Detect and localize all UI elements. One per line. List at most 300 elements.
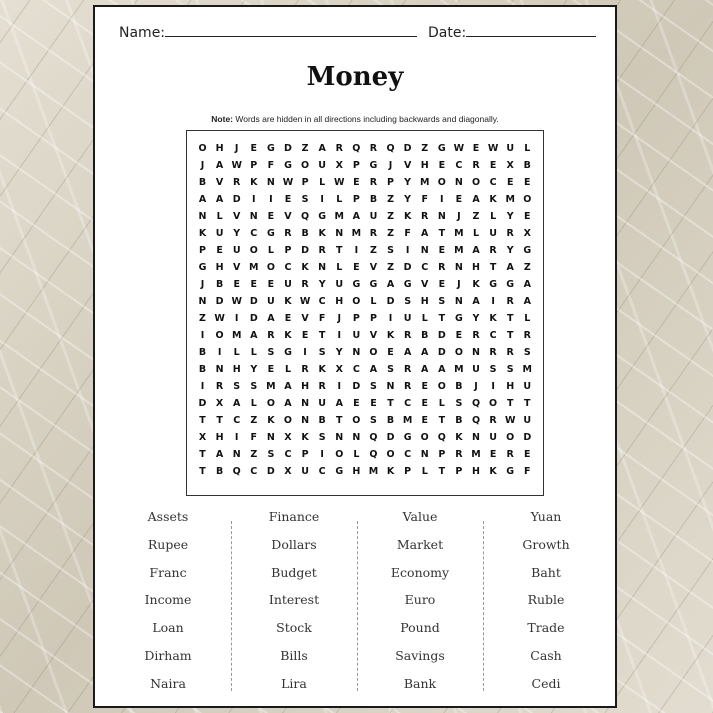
grid-letter: B bbox=[455, 415, 463, 426]
grid-letter: H bbox=[472, 466, 480, 477]
grid-row bbox=[194, 225, 536, 242]
grid-letter: I bbox=[491, 381, 495, 392]
word-list-item: Euro bbox=[404, 592, 436, 608]
grid-letter: A bbox=[352, 211, 361, 222]
grid-letter: F bbox=[318, 313, 326, 324]
grid-letter: L bbox=[336, 194, 343, 205]
grid-letter: Q bbox=[369, 432, 378, 443]
grid-letter: J bbox=[234, 143, 239, 154]
grid-letter: X bbox=[335, 160, 343, 171]
grid-letter: C bbox=[489, 330, 497, 341]
grid-letter: A bbox=[386, 279, 395, 290]
grid-letter: C bbox=[489, 177, 497, 188]
grid-letter: Y bbox=[472, 313, 480, 324]
word-list-item: Finance bbox=[268, 509, 320, 524]
grid-letter: E bbox=[250, 143, 258, 154]
grid-letter: T bbox=[506, 313, 514, 324]
grid-letter: O bbox=[249, 245, 258, 256]
word-list-item: Economy bbox=[390, 564, 450, 580]
grid-row bbox=[194, 174, 536, 191]
word-list-item: Dirham bbox=[144, 648, 192, 663]
grid-letter: J bbox=[457, 211, 461, 222]
grid-letter: R bbox=[233, 177, 241, 188]
grid-letter: K bbox=[489, 466, 497, 477]
grid-letter: Y bbox=[318, 279, 326, 290]
grid-letter: J bbox=[337, 313, 342, 324]
grid-letter: D bbox=[523, 432, 532, 443]
grid-letter: K bbox=[198, 228, 207, 239]
grid-letter: P bbox=[352, 194, 360, 205]
grid-letter: X bbox=[523, 228, 531, 239]
grid-letter: S bbox=[318, 432, 326, 443]
grid-letter: U bbox=[472, 364, 480, 375]
grid-row bbox=[194, 242, 536, 259]
grid-letter: T bbox=[438, 415, 446, 426]
grid-row bbox=[194, 463, 536, 480]
grid-letter: R bbox=[506, 347, 514, 358]
grid-letter: N bbox=[420, 449, 429, 460]
grid-letter: E bbox=[438, 279, 446, 290]
grid-letter: N bbox=[352, 432, 361, 443]
grid-letter: R bbox=[472, 160, 480, 171]
word-list-item: Baht bbox=[531, 564, 561, 580]
grid-letter: D bbox=[232, 194, 241, 205]
grid-letter: G bbox=[266, 228, 275, 239]
grid-letter: A bbox=[233, 398, 241, 409]
grid-letter: S bbox=[267, 347, 275, 358]
grid-letter: D bbox=[301, 245, 309, 256]
grid-letter: K bbox=[489, 313, 497, 324]
grid-letter: E bbox=[455, 330, 463, 341]
grid-letter: T bbox=[524, 398, 531, 409]
grid-letter: L bbox=[267, 245, 274, 256]
grid-letter: V bbox=[215, 177, 224, 188]
grid-letter: F bbox=[404, 228, 411, 239]
grid-letter: U bbox=[523, 415, 532, 426]
grid-letter: A bbox=[369, 364, 378, 375]
grid-letter: O bbox=[506, 432, 515, 443]
grid-letter: D bbox=[266, 466, 275, 477]
grid-letter: A bbox=[472, 245, 480, 256]
word-list-item: Yuan bbox=[530, 509, 562, 524]
grid-letter: G bbox=[369, 160, 378, 171]
grid-row bbox=[194, 208, 536, 225]
grid-letter: C bbox=[404, 449, 412, 460]
grid-letter: E bbox=[284, 194, 292, 205]
grid-letter: M bbox=[266, 381, 276, 392]
grid-letter: O bbox=[454, 347, 463, 358]
grid-letter: K bbox=[301, 262, 309, 273]
word-list-item: Interest bbox=[268, 592, 320, 608]
grid-letter: U bbox=[318, 160, 327, 171]
grid-letter: I bbox=[337, 330, 342, 341]
word-bank bbox=[95, 507, 615, 702]
grid-letter: N bbox=[301, 398, 310, 409]
grid-letter: O bbox=[437, 381, 446, 392]
grid-letter: A bbox=[267, 313, 275, 324]
grid-letter: E bbox=[233, 279, 240, 290]
grid-letter: S bbox=[438, 296, 446, 307]
grid-letter: P bbox=[352, 313, 360, 324]
grid-letter: R bbox=[318, 381, 326, 392]
grid-letter: W bbox=[214, 313, 225, 324]
grid-letter: D bbox=[249, 296, 258, 307]
grid-letter: P bbox=[250, 160, 258, 171]
grid-row bbox=[194, 276, 536, 293]
grid-letter: M bbox=[419, 177, 430, 188]
grid-letter: G bbox=[352, 279, 361, 290]
grid-row bbox=[194, 259, 536, 276]
grid-letter: K bbox=[386, 466, 395, 477]
grid-letter: T bbox=[318, 330, 326, 341]
grid-letter: L bbox=[421, 466, 428, 477]
grid-letter: V bbox=[233, 211, 241, 222]
grid-letter: W bbox=[231, 296, 242, 307]
grid-letter: T bbox=[438, 466, 446, 477]
grid-letter: R bbox=[403, 330, 412, 341]
grid-letter: E bbox=[301, 330, 309, 341]
grid-letter: E bbox=[267, 279, 275, 290]
grid-letter: G bbox=[335, 466, 344, 477]
grid-letter: J bbox=[474, 381, 478, 392]
grid-letter: A bbox=[421, 228, 429, 239]
grid-letter: R bbox=[369, 143, 378, 154]
page-title: Money bbox=[306, 62, 404, 92]
grid-letter: P bbox=[438, 449, 446, 460]
grid-letter: A bbox=[215, 160, 224, 171]
grid-row bbox=[194, 293, 536, 310]
grid-letter: Z bbox=[250, 415, 258, 426]
grid-letter: G bbox=[403, 279, 412, 290]
grid-letter: R bbox=[421, 211, 429, 222]
grid-letter: N bbox=[437, 211, 446, 222]
grid-letter: L bbox=[250, 398, 257, 409]
grid-row bbox=[194, 378, 536, 395]
grid-letter: C bbox=[318, 296, 326, 307]
grid-letter: E bbox=[524, 449, 531, 460]
word-list-item: Cedi bbox=[531, 675, 561, 691]
grid-letter: F bbox=[524, 466, 531, 477]
grid-letter: R bbox=[267, 330, 275, 341]
grid-letter: O bbox=[283, 415, 292, 426]
grid-letter: H bbox=[420, 296, 429, 307]
grid-letter: G bbox=[455, 313, 463, 324]
grid-letter: U bbox=[352, 330, 361, 341]
grid-letter: H bbox=[301, 381, 310, 392]
grid-letter: K bbox=[250, 177, 258, 188]
note-text: Words are hidden in all directions including backwards and diagonally. bbox=[233, 114, 499, 124]
grid-letter: S bbox=[489, 364, 497, 375]
grid-letter: E bbox=[524, 177, 531, 188]
grid-letter: P bbox=[369, 313, 377, 324]
grid-letter: G bbox=[489, 279, 497, 290]
grid-letter: E bbox=[438, 245, 446, 256]
grid-letter: J bbox=[200, 160, 205, 171]
grid-letter: D bbox=[198, 398, 207, 409]
grid-letter: M bbox=[454, 228, 464, 239]
grid-letter: N bbox=[472, 432, 480, 443]
grid-letter: S bbox=[455, 398, 463, 409]
grid-letter: J bbox=[388, 160, 393, 171]
grid-letter: H bbox=[352, 466, 361, 477]
grid-letter: N bbox=[352, 347, 361, 358]
grid-letter: M bbox=[454, 245, 464, 256]
grid-letter: W bbox=[453, 143, 465, 154]
grid-letter: P bbox=[301, 449, 309, 460]
grid-letter: R bbox=[215, 381, 224, 392]
grid-letter: U bbox=[403, 313, 412, 324]
grid-letter: O bbox=[335, 449, 344, 460]
grid-letter: Q bbox=[386, 143, 395, 154]
grid-letter: I bbox=[388, 313, 393, 324]
grid-letter: Z bbox=[387, 211, 394, 222]
grid-letter: F bbox=[267, 160, 275, 171]
grid-letter: N bbox=[386, 381, 395, 392]
grid-letter: H bbox=[215, 432, 224, 443]
grid-row bbox=[194, 140, 536, 157]
grid-letter: H bbox=[215, 262, 224, 273]
grid-letter: B bbox=[215, 279, 224, 290]
word-list-item: Trade bbox=[527, 620, 565, 636]
grid-letter: W bbox=[299, 296, 311, 307]
grid-letter: B bbox=[318, 415, 326, 426]
grid-letter: L bbox=[336, 262, 343, 273]
grid-letter: K bbox=[267, 415, 275, 426]
grid-letter: I bbox=[354, 245, 359, 256]
grid-letter: O bbox=[352, 296, 361, 307]
grid-letter: S bbox=[506, 364, 514, 375]
grid-letter: G bbox=[403, 432, 412, 443]
grid-letter: I bbox=[269, 194, 273, 205]
grid-letter: S bbox=[267, 449, 275, 460]
grid-row bbox=[194, 395, 536, 412]
grid-letter: D bbox=[215, 296, 224, 307]
grid-letter: J bbox=[200, 279, 205, 290]
grid-letter: U bbox=[284, 279, 292, 290]
grid-letter: B bbox=[369, 194, 378, 205]
grid-letter: U bbox=[335, 279, 344, 290]
grid-letter: I bbox=[303, 347, 307, 358]
grid-letter: V bbox=[403, 160, 412, 171]
grid-letter: T bbox=[199, 415, 206, 426]
grid-letter: X bbox=[215, 398, 224, 409]
grid-letter: B bbox=[455, 381, 463, 392]
date-label: Date: bbox=[428, 25, 467, 41]
word-list-item: Growth bbox=[522, 536, 570, 552]
grid-letter: Y bbox=[335, 347, 343, 358]
grid-letter: T bbox=[438, 313, 446, 324]
name-line bbox=[165, 22, 417, 37]
grid-letter: L bbox=[370, 296, 377, 307]
word-list-item: Rupee bbox=[147, 536, 189, 552]
grid-letter: G bbox=[318, 211, 327, 222]
grid-letter: E bbox=[489, 160, 497, 171]
grid-letter: U bbox=[215, 228, 224, 239]
grid-letter: M bbox=[334, 211, 344, 222]
word-list-item: Lira bbox=[281, 675, 307, 691]
grid-letter: R bbox=[369, 228, 378, 239]
grid-letter: R bbox=[506, 228, 514, 239]
grid-letter: R bbox=[523, 330, 531, 341]
grid-letter: D bbox=[437, 347, 446, 358]
grid-letter: H bbox=[335, 296, 344, 307]
word-list-item: Pound bbox=[400, 620, 440, 636]
grid-letter: D bbox=[386, 432, 395, 443]
grid-letter: I bbox=[440, 194, 444, 205]
grid-letter: A bbox=[472, 194, 480, 205]
grid-letter: E bbox=[284, 313, 292, 324]
grid-letter: S bbox=[370, 415, 377, 426]
grid-letter: I bbox=[491, 296, 495, 307]
grid-letter: R bbox=[472, 330, 480, 341]
grid-letter: N bbox=[454, 262, 463, 273]
grid-letter: T bbox=[336, 245, 343, 256]
grid-letter: O bbox=[420, 432, 429, 443]
grid-letter: I bbox=[217, 347, 222, 358]
grid-letter: L bbox=[233, 347, 240, 358]
grid-row bbox=[194, 446, 536, 463]
grid-letter: T bbox=[199, 449, 206, 460]
grid-letter: C bbox=[250, 228, 258, 239]
grid-letter: Q bbox=[437, 432, 446, 443]
grid-letter: O bbox=[523, 194, 532, 205]
grid-letter: E bbox=[421, 381, 428, 392]
grid-letter: N bbox=[420, 245, 429, 256]
grid-letter: M bbox=[402, 415, 413, 426]
grid-letter: Q bbox=[301, 211, 310, 222]
grid-letter: K bbox=[386, 330, 395, 341]
grid-letter: N bbox=[266, 177, 275, 188]
grid-letter: V bbox=[421, 279, 429, 290]
grid-letter: Y bbox=[404, 194, 412, 205]
grid-letter: U bbox=[489, 228, 497, 239]
grid-letter: I bbox=[405, 245, 410, 256]
grid-letter: C bbox=[404, 398, 412, 409]
grid-letter: K bbox=[403, 211, 412, 222]
grid-letter: E bbox=[353, 398, 360, 409]
grid-letter: V bbox=[233, 262, 241, 273]
grid-letter: Q bbox=[471, 398, 481, 409]
grid-row bbox=[194, 157, 536, 174]
grid-letter: A bbox=[318, 143, 326, 154]
grid-letter: G bbox=[198, 262, 207, 273]
grid-letter: N bbox=[198, 296, 207, 307]
grid-letter: L bbox=[216, 211, 223, 222]
grid-letter: K bbox=[455, 432, 463, 443]
grid-letter: T bbox=[506, 330, 514, 341]
grid-letter: C bbox=[455, 160, 463, 171]
grid-letter: G bbox=[284, 347, 292, 358]
grid-letter: S bbox=[250, 381, 258, 392]
grid-letter: E bbox=[421, 415, 428, 426]
grid-letter: O bbox=[266, 398, 275, 409]
grid-letter: R bbox=[335, 143, 343, 154]
grid-letter: V bbox=[369, 262, 378, 273]
grid-letter: B bbox=[421, 330, 429, 341]
grid-letter: W bbox=[504, 415, 516, 426]
grid-letter: T bbox=[336, 415, 343, 426]
grid-letter: N bbox=[335, 432, 344, 443]
header-row bbox=[95, 22, 615, 44]
grid-letter: A bbox=[198, 194, 207, 205]
grid-letter: E bbox=[506, 177, 514, 188]
grid-letter: U bbox=[369, 211, 378, 222]
grid-letter: N bbox=[266, 432, 275, 443]
word-list-item: Cash bbox=[530, 648, 562, 663]
grid-letter: K bbox=[318, 228, 326, 239]
grid-letter: Z bbox=[387, 262, 394, 273]
word-list-item: Stock bbox=[276, 620, 312, 636]
grid-letter: K bbox=[284, 330, 292, 341]
grid-letter: C bbox=[318, 466, 326, 477]
grid-letter: W bbox=[487, 143, 499, 154]
grid-letter: U bbox=[523, 381, 532, 392]
grid-letter: S bbox=[301, 194, 309, 205]
date-line bbox=[466, 22, 596, 37]
grid-letter: N bbox=[318, 262, 327, 273]
grid-letter: N bbox=[301, 415, 310, 426]
grid-letter: C bbox=[250, 466, 258, 477]
grid-letter: U bbox=[301, 466, 309, 477]
grid-letter: P bbox=[455, 466, 463, 477]
grid-letter: B bbox=[198, 177, 207, 188]
grid-letter: X bbox=[284, 432, 292, 443]
word-list-item: Income bbox=[144, 592, 192, 608]
grid-row bbox=[194, 412, 536, 429]
grid-letter: M bbox=[505, 194, 515, 205]
grid-letter: R bbox=[489, 245, 497, 256]
grid-letter: R bbox=[301, 279, 309, 290]
grid-letter: P bbox=[352, 160, 360, 171]
grid-letter: Q bbox=[369, 449, 378, 460]
grid-letter: H bbox=[472, 262, 480, 273]
word-list-item: Ruble bbox=[527, 592, 565, 608]
grid-letter: E bbox=[370, 398, 377, 409]
grid-letter: J bbox=[457, 279, 461, 290]
grid-letter: U bbox=[489, 432, 497, 443]
name-field bbox=[119, 22, 417, 41]
grid-letter: Y bbox=[506, 245, 514, 256]
grid-letter: A bbox=[335, 398, 343, 409]
grid-letter: Z bbox=[387, 194, 394, 205]
word-list-item: Naira bbox=[150, 675, 186, 691]
grid-letter: I bbox=[234, 313, 239, 324]
date-field bbox=[428, 22, 596, 41]
grid-letter: G bbox=[266, 143, 275, 154]
grid-letter: R bbox=[403, 381, 412, 392]
grid-letter: X bbox=[198, 432, 207, 443]
grid-letter: D bbox=[284, 143, 292, 154]
grid-letter: Q bbox=[232, 466, 241, 477]
word-list-item: Bank bbox=[403, 675, 437, 691]
grid-row bbox=[194, 429, 536, 446]
grid-letter: Q bbox=[471, 415, 481, 426]
word-list-item: Franc bbox=[149, 564, 187, 580]
grid-letter: I bbox=[337, 381, 342, 392]
grid-letter: R bbox=[403, 364, 412, 375]
grid-letter: H bbox=[232, 364, 241, 375]
grid-letter: P bbox=[199, 245, 206, 256]
grid-letter: O bbox=[369, 347, 378, 358]
grid-letter: V bbox=[369, 330, 378, 341]
grid-letter: F bbox=[421, 194, 428, 205]
grid-letter: R bbox=[489, 347, 497, 358]
grid-letter: W bbox=[334, 177, 345, 188]
grid-letter: A bbox=[284, 381, 292, 392]
grid-letter: R bbox=[489, 415, 497, 426]
grid-letter: W bbox=[282, 177, 294, 188]
grid-letter: X bbox=[506, 160, 514, 171]
